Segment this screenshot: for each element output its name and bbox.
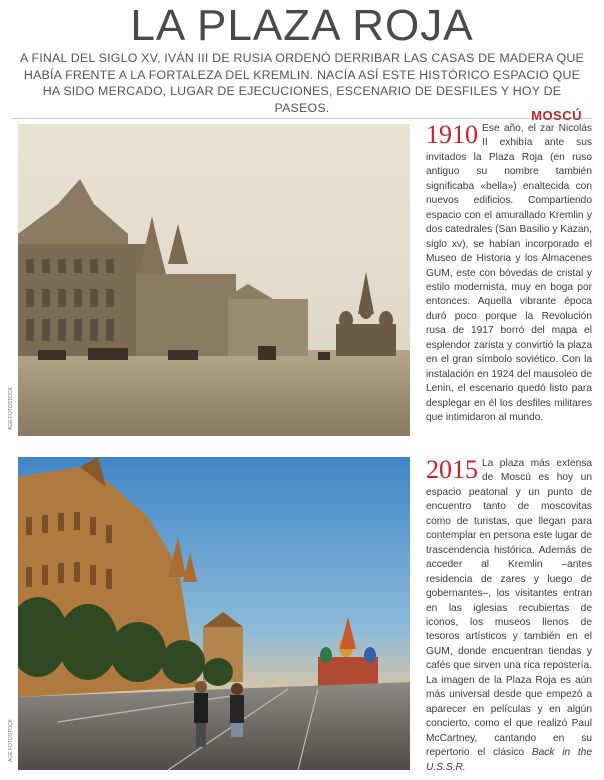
photo-2015 <box>18 457 410 770</box>
entry-1910 <box>426 122 592 426</box>
photo-credit-2015: AGE FOTOSTOCK <box>8 719 14 762</box>
year-2015: 2015 <box>426 455 478 484</box>
section-label: MOSCÚ <box>531 108 582 123</box>
photo-1910 <box>18 124 410 436</box>
year-1910: 1910 <box>426 120 478 149</box>
entry-2015-text: La plaza más extensa de Moscú es hoy un espacio peatonal y un punto de encuentro tanto de moscovitas como de turistas, que llegan para contemplar en persona este lugar de trascendencia histórica. Además de acceder al Kremlin –antes residencia de zares y luego de gobernantes–, los visitantes entran en las iglesias recubiertas de iconos, los museos llenos de tesoros artísticos y también en el GUM, donde encuentran tiendas y cafés que sirven una rica repostería. La imagen de la Plaza Roja es aún más universal desde que empezó a aparecer en películas y en algún concierto, como el que realizó Paul McCartney, cantando en su repertorio el clásico <box>426 458 592 759</box>
entry-1910-text: Ese año, el zar Nicolás II exhibía ante sus invitados la Plaza Roja (en ruso antiguo su nombre también significaba «bella») enaltecida con nuevos edificios. Compartiendo espacio con el amurallado Kremlin y dos catedrales (San Basilio y Kazan, siglo xv), se habían incorporado el Museo de Historia y los Almacenes GUM, este con bóvedas de cristal y estilo modernista, muy en boga por entonces. Aquella vibrante época duró poco porque la Revolución rusa de 1917 borró del mapa el esplendor zarista y convirtió la plaza en el gran símbolo soviético. Con la instalación en 1924 del mausoleo de Lenin, el escenario quedó listo para desplegar en él los desfiles militares que intimidaron al mundo. <box>426 123 592 424</box>
lede-paragraph: A FINAL DEL SIGLO XV, IVÁN III DE RUSIA ORDENÓ DERRIBAR LAS CASAS DE MADERA QUE HABÍA FRENTE A LA FORTALEZA DEL KREMLIN. NACÍA ASÍ ESTE HISTÓRICO ESPACIO QUE HA SIDO MERCADO, LUGAR DE EJECUCIONES, ESCENARIO DE DESFILES Y HOY DE PASEOS. <box>20 51 584 115</box>
song-title: Back in the U.S.S.R. <box>426 747 592 773</box>
photo-credit-1910: AGE FOTOSTOCK <box>8 387 14 430</box>
section-divider <box>12 118 592 119</box>
page-title: LA PLAZA ROJA <box>130 1 474 50</box>
entry-2015 <box>426 457 592 775</box>
